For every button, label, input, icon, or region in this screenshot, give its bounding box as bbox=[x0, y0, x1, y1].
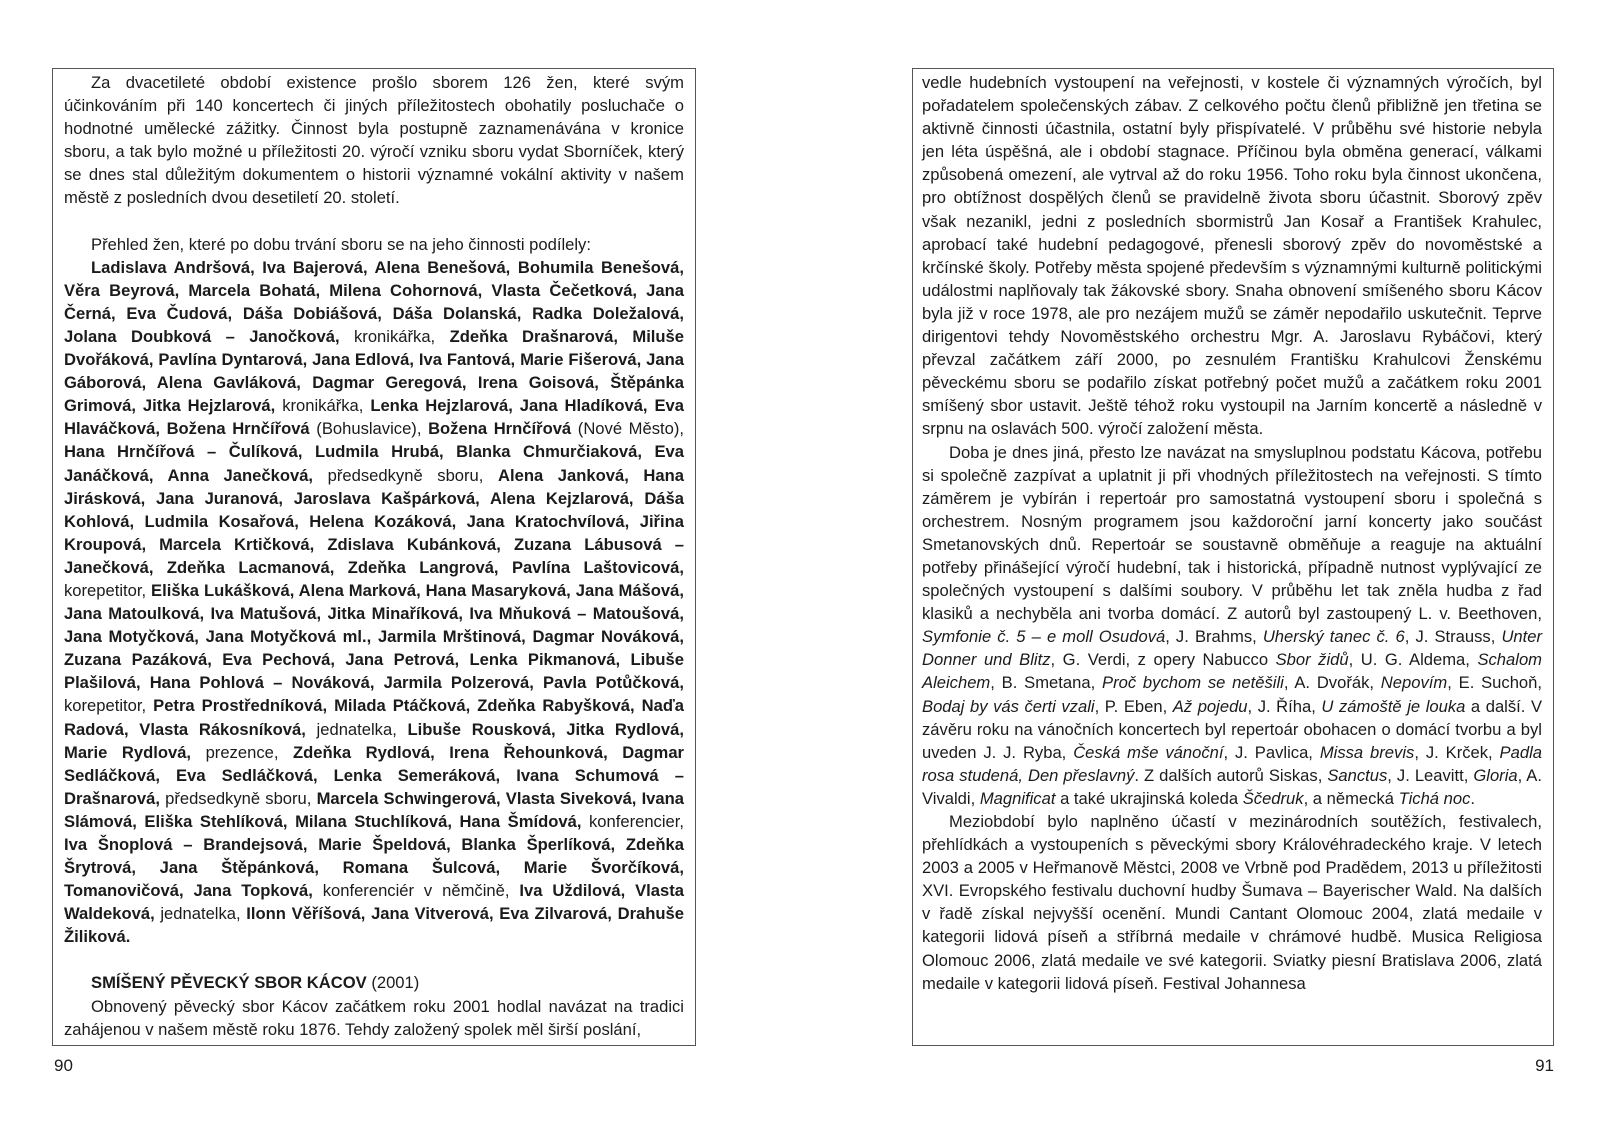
page-number-left: 90 bbox=[54, 1056, 73, 1075]
member-role: jednatelka, bbox=[316, 719, 408, 739]
member-names: Iva Uždilová, Vlasta Waldeková, bbox=[64, 881, 684, 924]
member-role: kronikářka, bbox=[354, 326, 450, 346]
left-page-text bbox=[64, 71, 684, 1041]
work-title: Tichá noc bbox=[1398, 788, 1471, 808]
repertoire-text: , J. Leavitt, bbox=[1387, 765, 1474, 785]
member-role: předsedkyně sboru, bbox=[327, 465, 498, 485]
intro-paragraph: Za dvacetileté období existence prošlo sborem 126 žen, které svým účinkováním při 140 koncertech či jiných příležitostech obohatily posluchače o hodnotné umělecké zážitky. Činnost byla postupně zaznamenávána v kronice sboru, a tak bylo možné u příležitosti 20. výročí vzniku sboru vydat Sborníček, který se dnes stal důležitým dokumentem o historii významné vokální aktivity v našem městě z posledních dvou desetiletí 20. století. bbox=[64, 73, 684, 208]
work-title: Česká mše vánoční bbox=[1073, 742, 1224, 762]
repertoire-text: , E. Suchoň, bbox=[1447, 673, 1542, 693]
repertoire-text: a také ukrajinská koleda bbox=[1055, 788, 1243, 808]
repertoire-text: , G. Verdi, z opery Nabucco bbox=[1050, 650, 1276, 670]
member-role: korepetitor, bbox=[64, 696, 154, 716]
work-title: Nepovím bbox=[1380, 673, 1448, 693]
member-names: Zdeňka Drašnarová, Miluše Dvořáková, Pavlína Dyntarová, Jana Edlová, Iva Fantová, Marie Fišerová, Jana Gáborová, Alena Gavláková, Dagmar Geregová, Irena Goisová, Štěpánka Grimová, Jitka Hejzlarová, bbox=[64, 326, 685, 416]
work-title: Symfonie č. 5 – e moll Osudová bbox=[922, 627, 1166, 647]
history-paragraph: vedle hudebních vystoupení na veřejnosti, v kostele či významných výročích, byl pořadatelem společenských zábav. Z celkového počtu členů přibližně jen třetina se aktivně činnosti účastnila, ostatní byly přispívatelé. V průběhu své historie nebyla jen léta úspěšná, ale i období stagnace. Příčinou byla obměna generací, válkami způsobená omezení, ale vytrval až do roku 1956. Toho roku byla činnost ukončena, pro obtížnost dospělých členů se pravidelně života sboru účastnit. Sborový zpěv však nezanikl, jedni z posledních sbormistrů Jan Kosař a František Krahulec, aprobací také hudební pedagogové, přenesli sborový zpěv do novoměstské a krčínské školy. Potřeby města spojené především s významnými kulturně politickými událostmi naplňovaly tak žákovské sbory. Snaha obnovení smíšeného sboru Kácov byla již v roce 1978, ale pro nezájem mužů se záměr nepodařilo uskutečnit. Teprve dirigentovi tehdy Novoměstského orchestru Mgr. A. Jaroslavu Rybáčovi, který převzal začátkem září 2000, po zesnulém Františku Krahulcovi Ženskému pěveckému sboru se podařilo získat potřebný počet mužů a začátkem roku 2001 smíšený sbor ustavit. Ještě téhož roku vystoupil na Jarním koncertě a následně v srpnu na oslavách 500. výročí založení města. bbox=[922, 73, 1542, 439]
repertoire-text: , P. Eben, bbox=[1094, 696, 1173, 716]
repertoire-text: , A. Dvořák, bbox=[1283, 673, 1381, 693]
work-title: Unter Donner und Blitz bbox=[922, 627, 1543, 670]
work-title: Ščedruk bbox=[1242, 788, 1304, 808]
repertoire-text: , J. Brahms, bbox=[1165, 627, 1263, 647]
work-title: Schalom Aleichem bbox=[922, 650, 1542, 693]
work-title: U zámoště je louka bbox=[1321, 696, 1466, 716]
repertoire-text: , J. Krček, bbox=[1414, 742, 1500, 762]
repertoire-text: , J. Říha, bbox=[1247, 696, 1322, 716]
repertoire-text: , U. G. Aldema, bbox=[1348, 650, 1478, 670]
repertoire-paragraph bbox=[922, 441, 1542, 811]
members-list bbox=[64, 256, 684, 949]
member-names: Zdeňka Rydlová, Irena Řehounková, Dagmar Sedláčková, Eva Sedláčková, Lenka Semeráková, Ivana Schumová – Drašnarová, bbox=[64, 742, 684, 808]
work-title: Až pojedu bbox=[1172, 696, 1248, 716]
member-names: Petra Prostředníková, Milada Ptáčková, Zdeňka Rabyšková, Naďa Radová, Vlasta Rákosníková, bbox=[64, 696, 684, 739]
competitions-paragraph: Meziobdobí bylo naplněno účastí v mezinárodních soutěžích, festivalech, přehlídkách a vystoupeních s pěveckými sbory Královéhradeckého kraje. V letech 2003 a 2005 v Heřmanově Městci, 2008 ve Vrbně pod Pradědem, 2013 u příležitosti XVI. Evropského festivalu duchovní hudby Šumava – Bayerischer Wald. Na dalších v řadě získal nejvyšší ocenění. Mundi Cantant Olomouc 2004, zlatá medaile v kategorii lidová píseň a stříbrná medaile v chrámové hudbě. Musica Religiosa Olomouc 2006, zlatá medaile ve své kategorii. Sviatky piesní Bratislava 2006, zlatá medaile v kategorii lidová píseň. Festival Johannesa bbox=[922, 812, 1542, 993]
section-year: (2001) bbox=[366, 973, 420, 993]
section-paragraph: Obnovený pěvecký sbor Kácov začátkem roku 2001 hodlal navázat na tradici zahájenou v našem městě roku 1876. Tehdy založený spolek měl širší poslání, bbox=[64, 996, 684, 1039]
work-title: Padla rosa studená, Den přeslavný bbox=[922, 742, 1542, 785]
repertoire-text: . bbox=[1470, 788, 1476, 808]
work-title: Sbor židů bbox=[1275, 650, 1349, 670]
member-names: Marcela Schwingerová, Vlasta Siveková, Ivana Slámová, Eliška Stehlíková, Milana Stuchlíková, Hana Šmídová, bbox=[64, 788, 685, 831]
members-list-intro: Přehled žen, které po dobu trvání sboru se na jeho činnosti podílely: bbox=[91, 234, 591, 254]
member-role: kronikářka, bbox=[282, 396, 371, 416]
member-names: Božena Hrnčířová bbox=[428, 419, 578, 439]
work-title: Sanctus bbox=[1327, 765, 1388, 785]
member-names: Ilonn Věříšová, Jana Vitverová, Eva Zilvarová, Drahuše Žiliková. bbox=[64, 904, 684, 947]
member-role: korepetitor, bbox=[64, 580, 152, 600]
page-number-right: 91 bbox=[1535, 1056, 1554, 1075]
work-title: Gloria bbox=[1473, 765, 1518, 785]
section-title: SMÍŠENÝ PĚVECKÝ SBOR KÁCOV bbox=[91, 973, 367, 993]
work-title: Magnificat bbox=[979, 788, 1056, 808]
repertoire-text: , B. Smetana, bbox=[990, 673, 1102, 693]
member-names: Eliška Lukášková, Alena Marková, Hana Masaryková, Jana Mášová, Jana Matoulková, Iva Matušová, Jitka Minaříková, Iva Mňuková – Matoušová, Jana Motyčková, Jana Motyčková ml., Jarmila Mrštinová, Dagmar Nováková, Zuzana Pazáková, Eva Pechová, Jana Petrová, Lenka Pikmanová, Libuše Plašilová, Hana Pohlová – Nováková, Jarmila Polzerová, Pavla Potůčková, bbox=[64, 580, 684, 693]
repertoire-text: , J. Pavlica, bbox=[1223, 742, 1320, 762]
member-names: Iva Šnoplová – Brandejsová, Marie Špeldová, Blanka Šperlíková, Zdeňka Šrytrová, Jana Štěpánková, Romana Šulcová, Marie Švorčíková, Tomanovičová, Jana Topková, bbox=[64, 835, 684, 901]
member-role: předsedkyně sboru, bbox=[165, 788, 317, 808]
member-role: prezence, bbox=[205, 742, 293, 762]
work-title: Missa brevis bbox=[1319, 742, 1415, 762]
member-role: jednatelka, bbox=[160, 904, 247, 924]
repertoire-text: a další. V závěru roku na vánočních koncertech byl repertoár obohacen o domácí tvorbu a byl uveden J. J. Ryba, bbox=[922, 696, 1543, 762]
member-names: Hana Hrnčířová – Čulíková, Ludmila Hrubá, Blanka Chmurčiaková, Eva Janáčková, Anna Janečková, bbox=[64, 442, 684, 485]
repertoire-text: . Z dalších autorů Siskas, bbox=[1134, 765, 1328, 785]
section-heading bbox=[64, 971, 684, 994]
repertoire-text: , A. Vivaldi, bbox=[922, 765, 1542, 808]
member-names: Alena Janková, Hana Jirásková, Jana Juranová, Jaroslava Kašpárková, Alena Kejzlarová, Dáša Kohlová, Ludmila Kosařová, Helena Kozáková, Jana Kratochvílová, Jiřina Kroupová, Marcela Krtičková, Zdislava Kubánková, Zuzana Lábusová – Janečková, Zdeňka Lacmanová, Zdeňka Langrová, Pavlína Laštovicová, bbox=[64, 465, 684, 577]
work-title: Bodaj by vás čerti vzali bbox=[922, 696, 1095, 716]
member-names: Ladislava Andršová, Iva Bajerová, Alena Benešová, Bohumila Benešová, Věra Beyrová, Marcela Bohatá, Milena Cohornová, Vlasta Čečetková, Jana Černá, Eva Čudová, Dáša Dobiášová, Dáša Dolanská, Radka Doležalová, Jolana Doubková – Janočková, bbox=[64, 257, 684, 346]
right-page-text bbox=[922, 71, 1542, 995]
member-names: Lenka Hejzlarová, Jana Hladíková, Eva Hlaváčková, Božena Hrnčířová bbox=[64, 396, 685, 439]
repertoire-text: , a německá bbox=[1303, 788, 1399, 808]
repertoire-text: Doba je dnes jiná, přesto lze navázat na smysluplnou podstatu Kácova, potřebu si společně zazpívat a uplatnit ji při vhodných příležitostech na veřejnosti. S tímto záměrem je vybírán i repertoár pro samostatná vystoupení sboru i společná s orchestrem. Nosným programem jsou každoroční jarní koncerty jako součást Smetanovských dnů. Repertoár se soustavně obměňuje a reaguje na aktuální potřeby přinášející výročí hudební, tak i historická, případně nutnost vyplývající ze společných vystoupení s dalšími soubory. V průběhu let tak zněla hudba z řad klasiků a nechyběla ani tvorba domácí. Z autorů byl zastoupený L. v. Beethoven, bbox=[922, 442, 1542, 624]
member-role: konferenciér v němčině, bbox=[322, 881, 520, 901]
member-role: (Bohuslavice), bbox=[316, 419, 429, 439]
work-title: Proč bychom se netěšili bbox=[1102, 673, 1284, 693]
member-role: (Nové Město), bbox=[577, 419, 685, 439]
work-title: Uherský tanec č. 6 bbox=[1262, 627, 1405, 647]
member-names: Libuše Rousková, Jitka Rydlová, Marie Rydlová, bbox=[64, 719, 684, 762]
repertoire-text: , J. Strauss, bbox=[1404, 627, 1502, 647]
member-role: konferencier, bbox=[588, 811, 684, 831]
